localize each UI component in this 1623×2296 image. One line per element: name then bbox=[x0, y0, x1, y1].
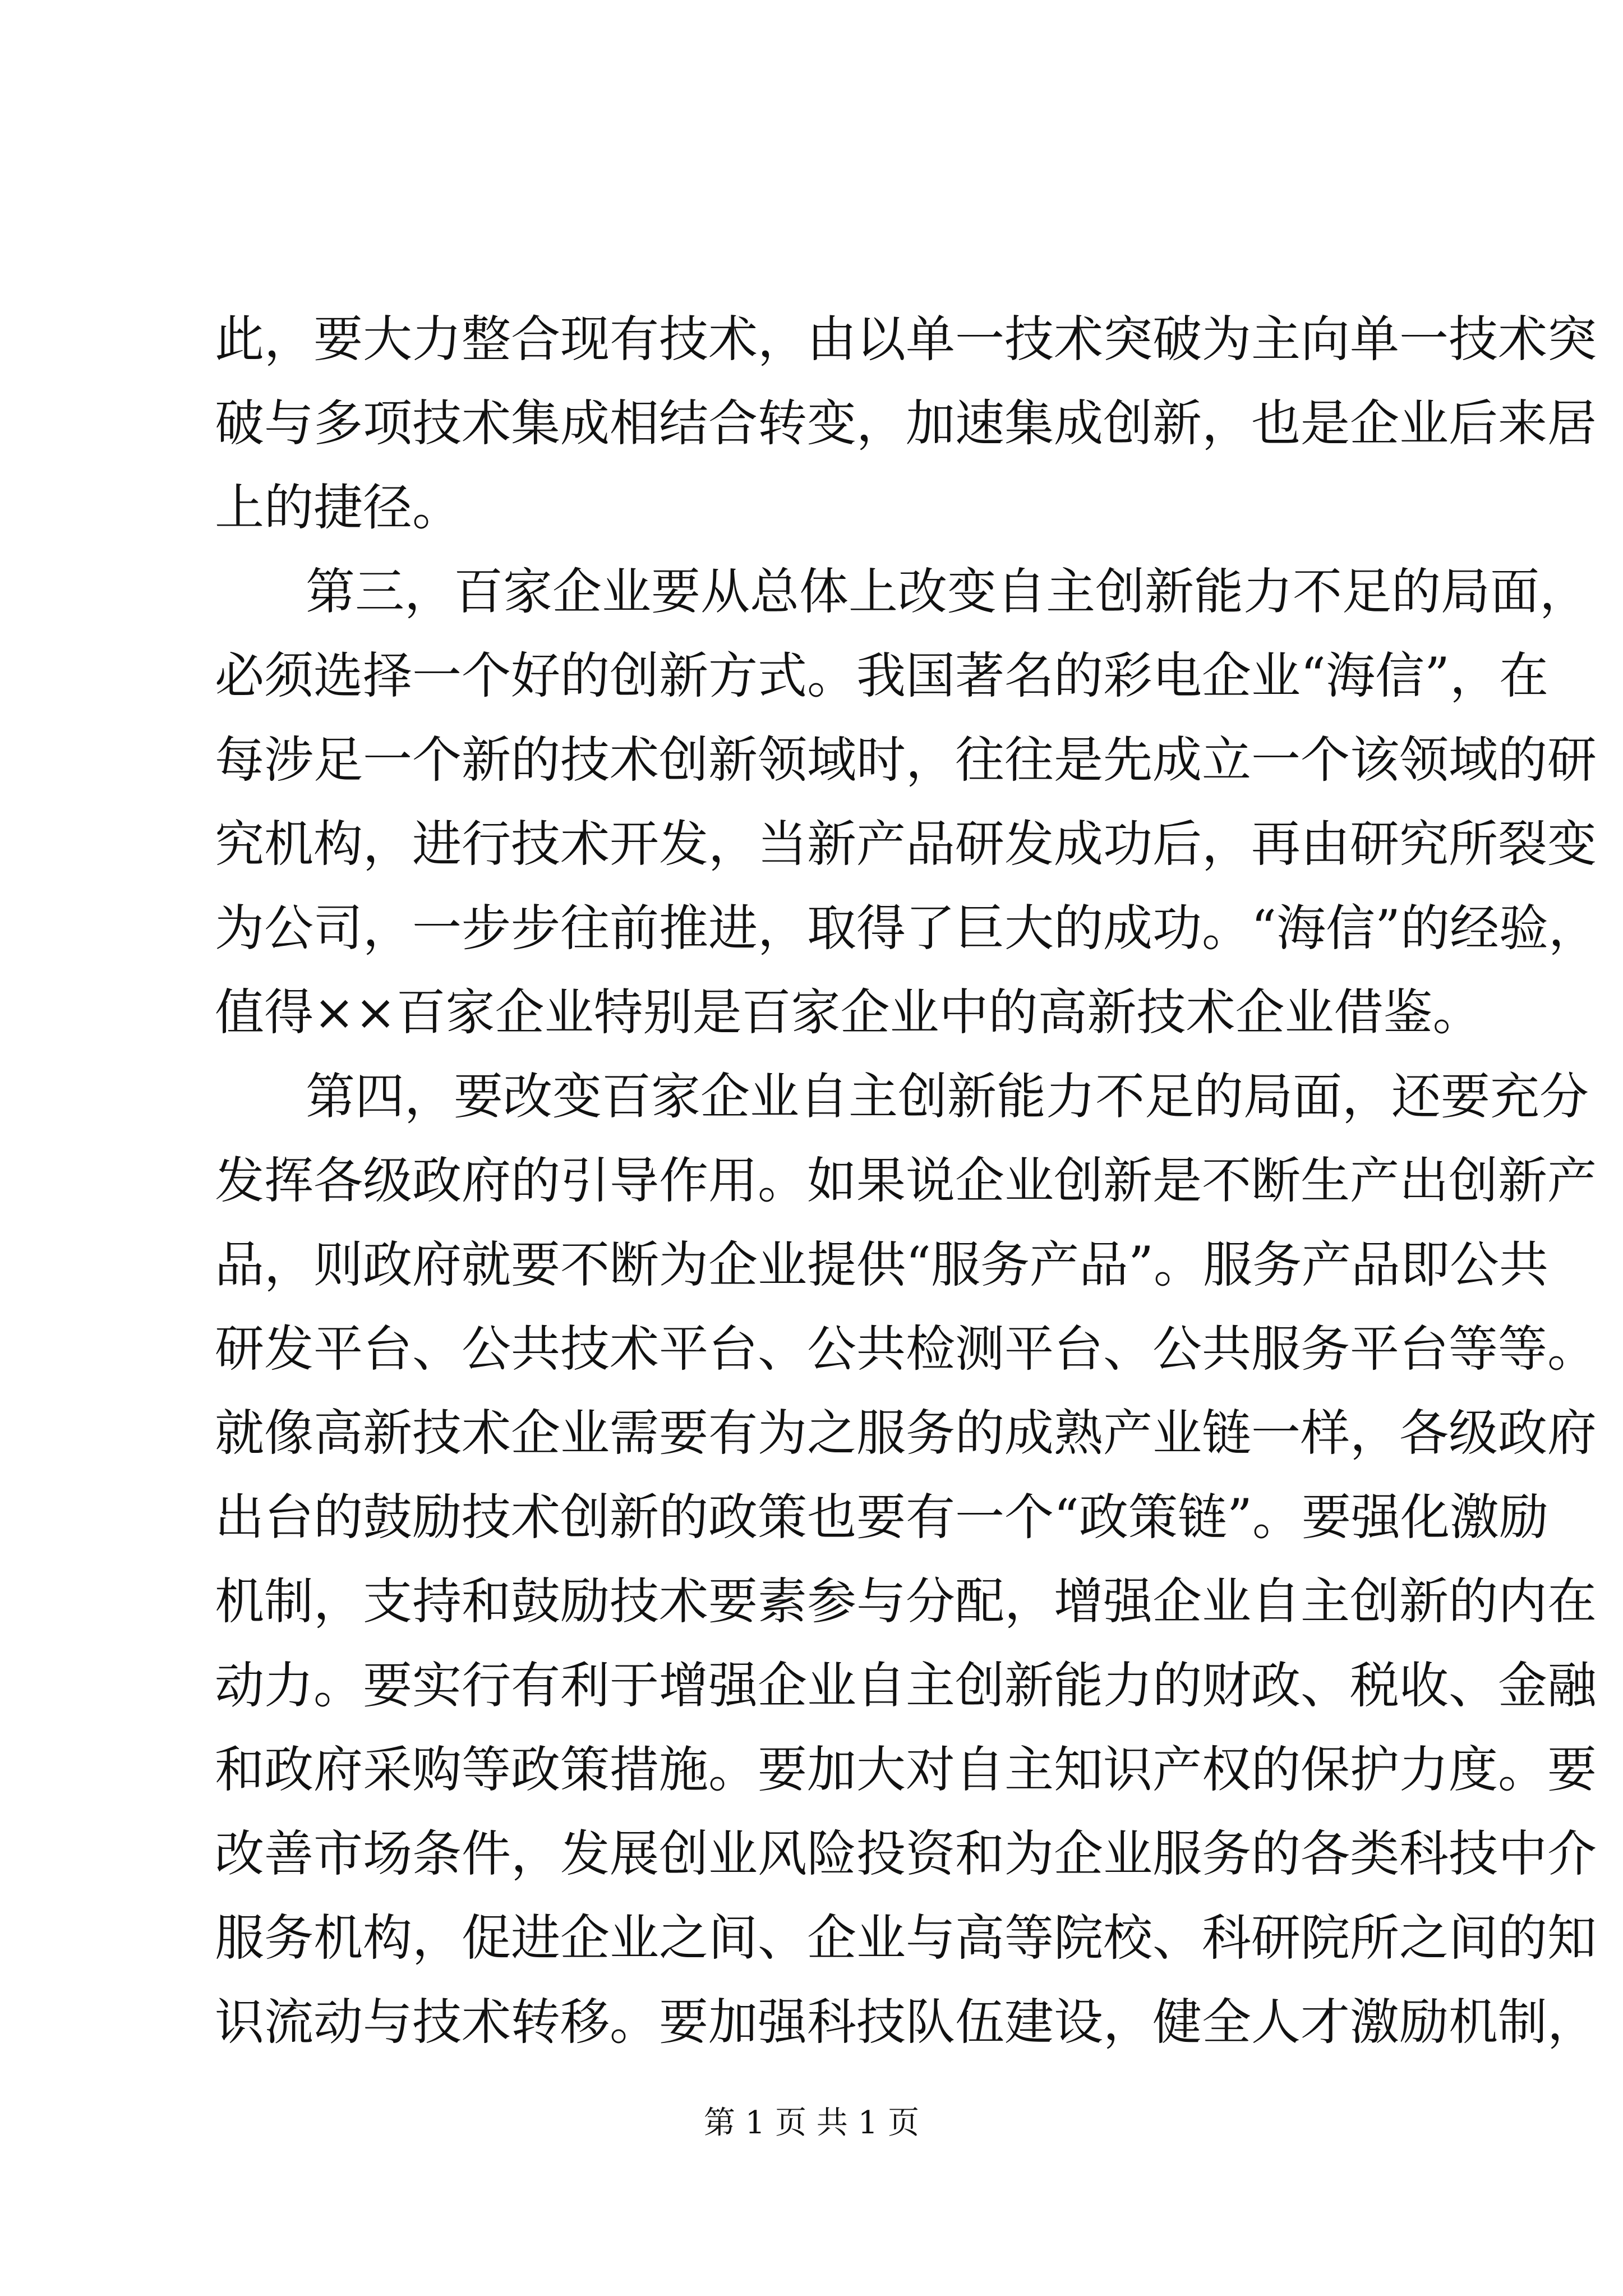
paragraph-first-line: 第四，要改变百家企业自主创新能力不足的局面，还要充分 bbox=[306, 1068, 1589, 1125]
body-text-line: 改善市场条件，发展创业风险投资和为企业服务的各类科技中介 bbox=[215, 1825, 1597, 1883]
body-text-line: 必须选择一个好的创新方式。我国著名的彩电企业“海信”，在 bbox=[215, 647, 1548, 705]
body-text-line: 服务机构，促进企业之间、企业与高等院校、科研院所之间的知 bbox=[215, 1909, 1597, 1967]
page-footer: 第 1 页 共 1 页 bbox=[703, 2105, 920, 2141]
body-text-line: 出台的鼓励技术创新的政策也要有一个“政策链”。要强化激励 bbox=[215, 1488, 1548, 1546]
body-text-line: 发挥各级政府的引导作用。如果说企业创新是不断生产出创新产 bbox=[215, 1152, 1597, 1209]
body-text-line: 此，要大力整合现有技术，由以单一技术突破为主向单一技术突 bbox=[215, 310, 1597, 368]
body-text-line: 破与多项技术集成相结合转变，加速集成创新，也是企业后来居 bbox=[215, 394, 1597, 452]
body-text-line: 和政府采购等政策措施。要加大对自主知识产权的保护力度。要 bbox=[215, 1741, 1597, 1798]
body-text-line: 每涉足一个新的技术创新领域时，往往是先成立一个该领域的研 bbox=[215, 731, 1597, 789]
body-text-line: 品，则政府就要不断为企业提供“服务产品”。服务产品即公共 bbox=[215, 1236, 1548, 1294]
body-text-line: 机制，支持和鼓励技术要素参与分配，增强企业自主创新的内在 bbox=[215, 1572, 1597, 1630]
body-text-line: 究机构，进行技术开发，当新产品研发成功后，再由研究所裂变 bbox=[215, 815, 1597, 873]
body-text-line: 识流动与技术转移。要加强科技队伍建设，健全人才激励机制， bbox=[215, 1993, 1597, 2051]
body-text-line: 值得××百家企业特别是百家企业中的高新技术企业借鉴。 bbox=[215, 983, 1482, 1041]
body-text-line: 就像高新技术企业需要有为之服务的成熟产业链一样，各级政府 bbox=[215, 1404, 1597, 1462]
body-text-line: 为公司，一步步往前推进，取得了巨大的成功。“海信”的经验， bbox=[215, 899, 1598, 957]
body-text-line: 动力。要实行有利于增强企业自主创新能力的财政、税收、金融 bbox=[215, 1657, 1597, 1714]
body-text-line: 研发平台、公共技术平台、公共检测平台、公共服务平台等等。 bbox=[215, 1320, 1597, 1378]
paragraph-first-line: 第三，百家企业要从总体上改变自主创新能力不足的局面， bbox=[306, 563, 1589, 620]
body-text-line: 上的捷径。 bbox=[215, 478, 462, 536]
